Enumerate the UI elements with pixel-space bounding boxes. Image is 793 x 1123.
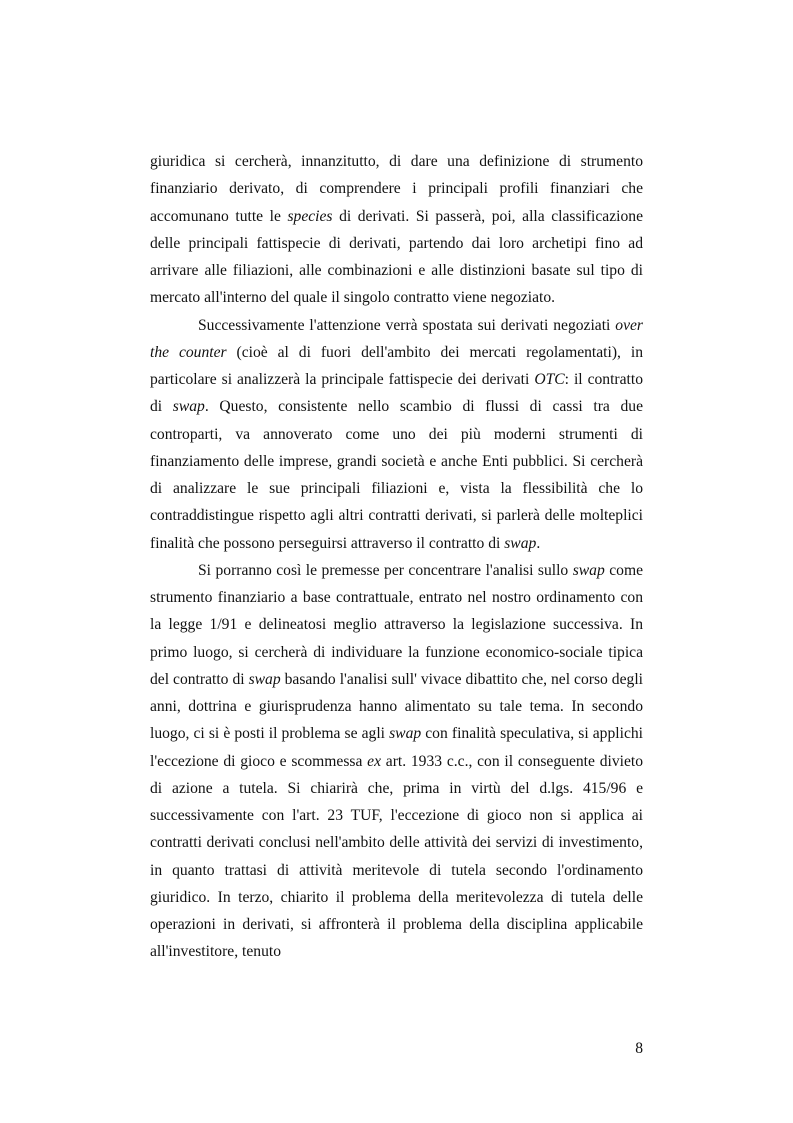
- italic-term-swap: swap: [572, 561, 605, 579]
- italic-term-species: species: [287, 207, 333, 225]
- italic-term-ex: ex: [367, 752, 381, 770]
- italic-term-swap: swap: [172, 398, 205, 416]
- italic-term-swap: swap: [389, 725, 422, 743]
- text-run: con finalità speculativa, si applichi l'eccezione di gioco e scommessa: [150, 725, 643, 770]
- paragraph-3: [150, 557, 643, 966]
- text-run: di derivati. Si passerà, poi, alla classificazione delle principali fattispecie di derivati, partendo dai loro archetipi fino ad arrivare alle filiazioni, alle combinazioni e alle distinzioni basate sul tipo di mercato all'interno del quale il singolo contratto viene negoziato.: [150, 207, 643, 307]
- text-run: (cioè al di fuori dell'ambito dei mercati regolamentati), in particolare si analizzerà la principale fattispecie dei derivati: [150, 343, 643, 388]
- text-run: come strumento finanziario a base contrattuale, entrato nel nostro ordinamento con la legge 1/91 e delineatosi meglio attraverso la legislazione successiva. In primo luogo, si cercherà di individuare la funzione economico-sociale tipica del contratto di: [150, 561, 643, 688]
- text-run: : il contratto di: [150, 371, 644, 416]
- text-run: Successivamente l'attenzione verrà spostata sui derivati negoziati: [198, 316, 616, 334]
- italic-term-swap: swap: [248, 670, 281, 688]
- page-number: 8: [635, 1040, 643, 1057]
- text-run: Si porranno così le premesse per concentrare l'analisi sullo: [198, 561, 573, 579]
- paragraph-1: [150, 148, 643, 312]
- text-run: .: [536, 534, 541, 552]
- text-run: giuridica si cercherà, innanzitutto, di dare una definizione di strumento finanziario derivato, di comprendere i principali profili finanziari che accomunano tutte le: [150, 153, 643, 225]
- paragraph-2: [150, 312, 643, 557]
- italic-term-over-the-counter: over the counter: [150, 316, 643, 361]
- body-text: [150, 148, 643, 966]
- text-run: . Questo, consistente nello scambio di flussi di cassi tra due controparti, va annoverato come uno dei più moderni strumenti di finanziamento delle imprese, grandi società e anche Enti pubblici. Si cercherà di analizzare le sue principali filiazioni e, vista la flessibilità che lo contraddistingue rispetto agli altri contratti derivati, si parlerà delle molteplici finalità che possono perseguirsi attraverso il contratto di: [150, 398, 644, 552]
- italic-term-otc: OTC: [534, 371, 565, 388]
- text-run: art. 1933 c.c., con il conseguente divieto di azione a tutela. Si chiarirà che, prima in virtù del d.lgs. 415/96 e successivamente con l'art. 23 TUF, l'eccezione di gioco non si applica ai contratti derivati conclusi nell'ambito delle attività dei servizi di investimento, in quanto trattasi di attività meritevole di tutela secondo l'ordinamento giuridico. In terzo, chiarito il problema della meritevolezza di tutela delle operazioni in derivati, si affronterà il problema della disciplina applicabile all'investitore, tenuto: [150, 752, 643, 961]
- italic-term-swap: swap: [504, 534, 537, 552]
- text-run: basando l'analisi sull' vivace dibattito che, nel corso degli anni, dottrina e giurisprudenza hanno alimentato su tale tema. In secondo luogo, ci si è posti il problema se agli: [150, 670, 643, 743]
